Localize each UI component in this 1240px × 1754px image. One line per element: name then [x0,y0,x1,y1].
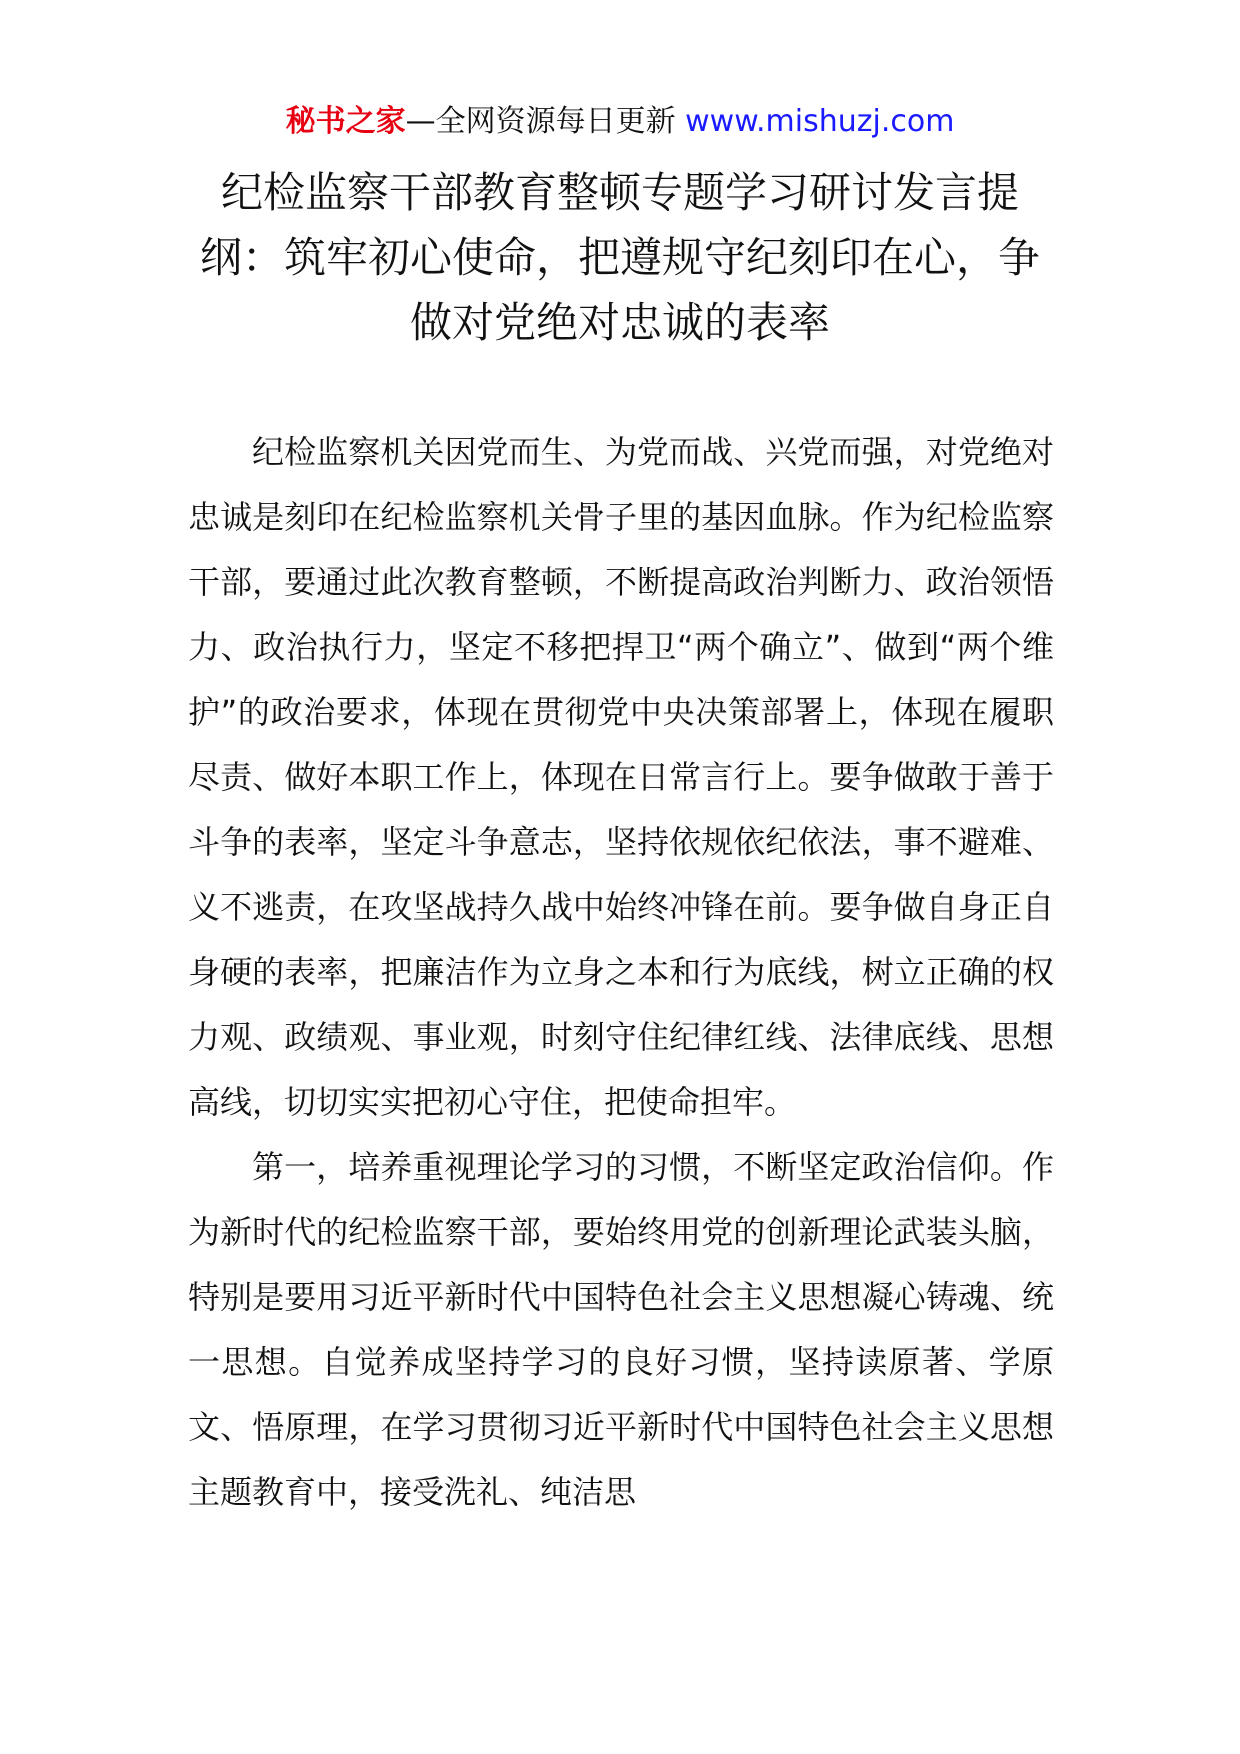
site-header [0,100,1240,144]
body-paragraph-2: 第一，培养重视理论学习的习惯，不断坚定政治信仰。作为新时代的纪检监察干部，要始终用党的创新理论武装头脑，特别是要用习近平新时代中国特色社会主义思想凝心铸魂、统一思想。自觉养成坚持学习的良好习惯，坚持读原著、学原文、悟原理，在学习贯彻习近平新时代中国特色社会主义思想主题教育中，接受洗礼、纯洁思 [188,1148,1054,1511]
document-body [188,420,1054,1525]
site-brand: 秘书之家 [285,104,406,139]
site-url-link[interactable]: www.mishuzj.com [685,104,955,139]
body-paragraph-1: 纪检监察机关因党而生、为党而战、兴党而强，对党绝对忠诚是刻印在纪检监察机关骨子里的基因血脉。作为纪检监察干部，要通过此次教育整顿，不断提高政治判断力、政治领悟力、政治执行力，坚定不移把捍卫“两个确立”、做到“两个维护”的政治要求，体现在贯彻党中央决策部署上，体现在履职尽责、做好本职工作上，体现在日常言行上。要争做敢于善于斗争的表率，坚定斗争意志，坚持依规依纪依法，事不避难、义不逃责，在攻坚战持久战中始终冲锋在前。要争做自身正自身硬的表率，把廉洁作为立身之本和行为底线，树立正确的权力观、政绩观、事业观，时刻守住纪律红线、法律底线、思想高线，切切实实把初心守住，把使命担牢。 [188,433,1054,1121]
document-title: 纪检监察干部教育整顿专题学习研讨发言提纲：筑牢初心使命，把遵规守纪刻印在心，争做对党绝对忠诚的表率 [199,168,1040,347]
site-slogan: —全网资源每日更新 [405,104,686,139]
